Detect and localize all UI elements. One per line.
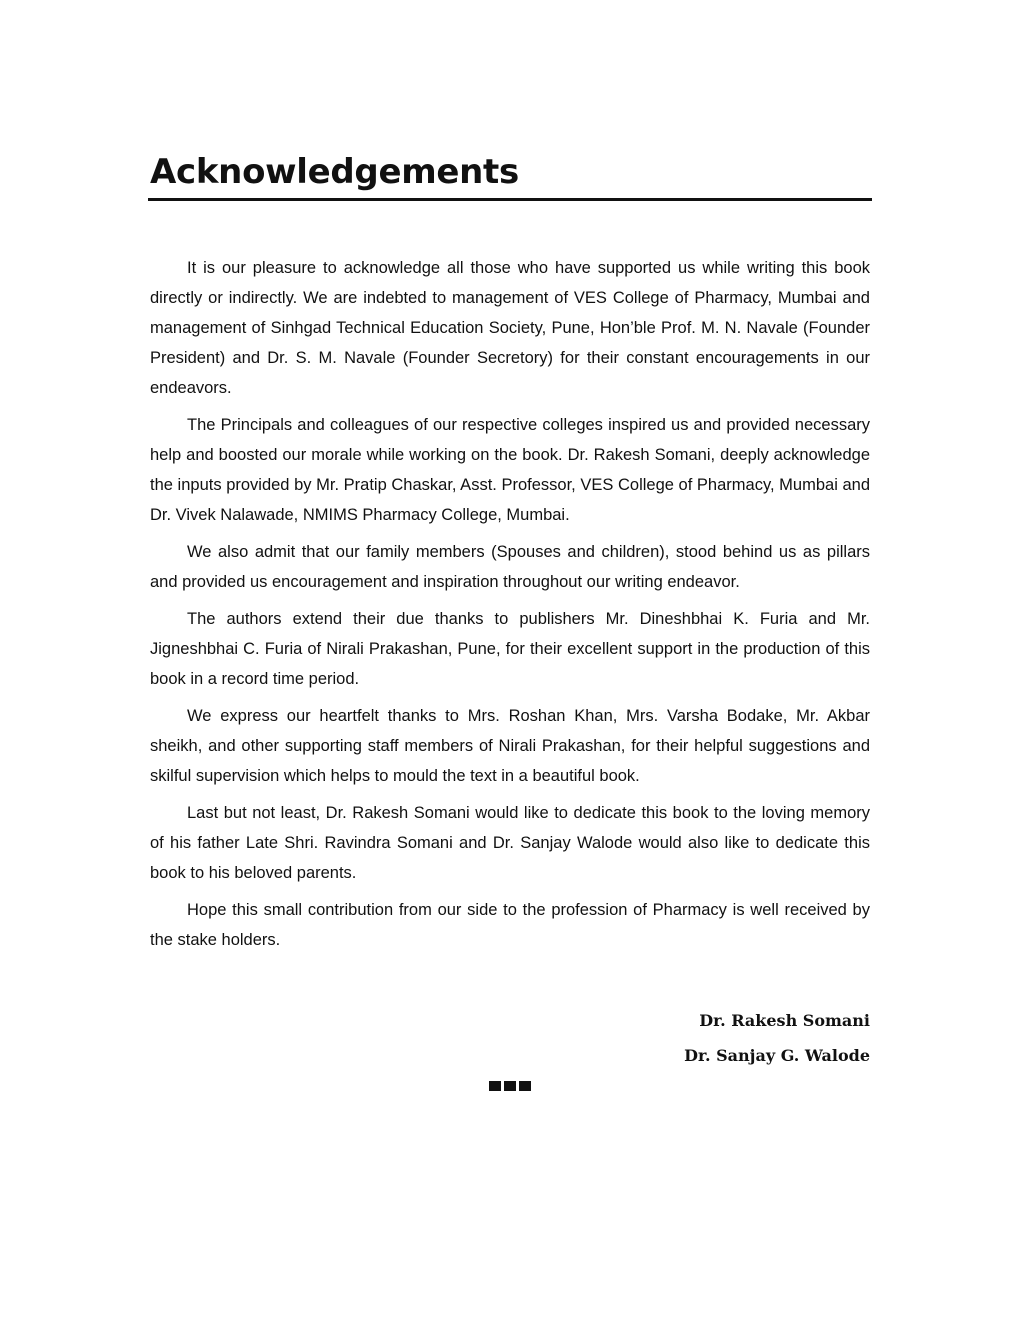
paragraph-6: Last but not least, Dr. Rakesh Somani would like to dedicate this book to the loving memory of his father Late Shri. Ravindra Somani and Dr. Sanjay Walode would also like to dedicate this book to his beloved parents.	[150, 804, 870, 882]
heading-underline	[148, 198, 872, 201]
signature-sanjay-walode: Dr. Sanjay G. Walode	[684, 1046, 870, 1065]
acknowledgement-body	[150, 253, 870, 955]
paragraph-1: It is our pleasure to acknowledge all those who have supported us while writing this book directly or indirectly. We are indebted to management of VES College of Pharmacy, Mumbai and management of Sinhgad Technical Education Society, Pune, Hon’ble Prof. M. N. Navale (Founder President) and Dr. S. M. Navale (Founder Secretory) for their constant encouragements in our endeavors.	[150, 259, 870, 397]
end-square-icon	[504, 1081, 516, 1091]
signature-block	[150, 1003, 870, 1073]
end-of-section-marker	[150, 1081, 870, 1091]
document-page	[150, 150, 870, 1091]
paragraph-2: The Principals and colleagues of our respective colleges inspired us and provided necessary help and boosted our morale while working on the book. Dr. Rakesh Somani, deeply acknowledge the inputs provided by Mr. Pratip Chaskar, Asst. Professor, VES College of Pharmacy, Mumbai and Dr. Vivek Nalawade, NMIMS Pharmacy College, Mumbai.	[150, 416, 870, 524]
paragraph-4: The authors extend their due thanks to publishers Mr. Dineshbhai K. Furia and Mr. Jigneshbhai C. Furia of Nirali Prakashan, Pune, for their excellent support in the production of this book in a record time period.	[150, 610, 870, 688]
page-title: Acknowledgements	[150, 152, 519, 192]
signature-rakesh-somani: Dr. Rakesh Somani	[699, 1011, 870, 1030]
paragraph-5: We express our heartfelt thanks to Mrs. Roshan Khan, Mrs. Varsha Bodake, Mr. Akbar sheikh, and other supporting staff members of Nirali Prakashan, for their helpful suggestions and skilful supervision which helps to mould the text in a beautiful book.	[150, 707, 870, 785]
end-square-icon	[519, 1081, 531, 1091]
paragraph-3: We also admit that our family members (Spouses and children), stood behind us as pillars and provided us encouragement and inspiration throughout our writing endeavor.	[150, 543, 870, 591]
paragraph-7: Hope this small contribution from our side to the profession of Pharmacy is well received by the stake holders.	[150, 901, 870, 949]
end-square-icon	[489, 1081, 501, 1091]
